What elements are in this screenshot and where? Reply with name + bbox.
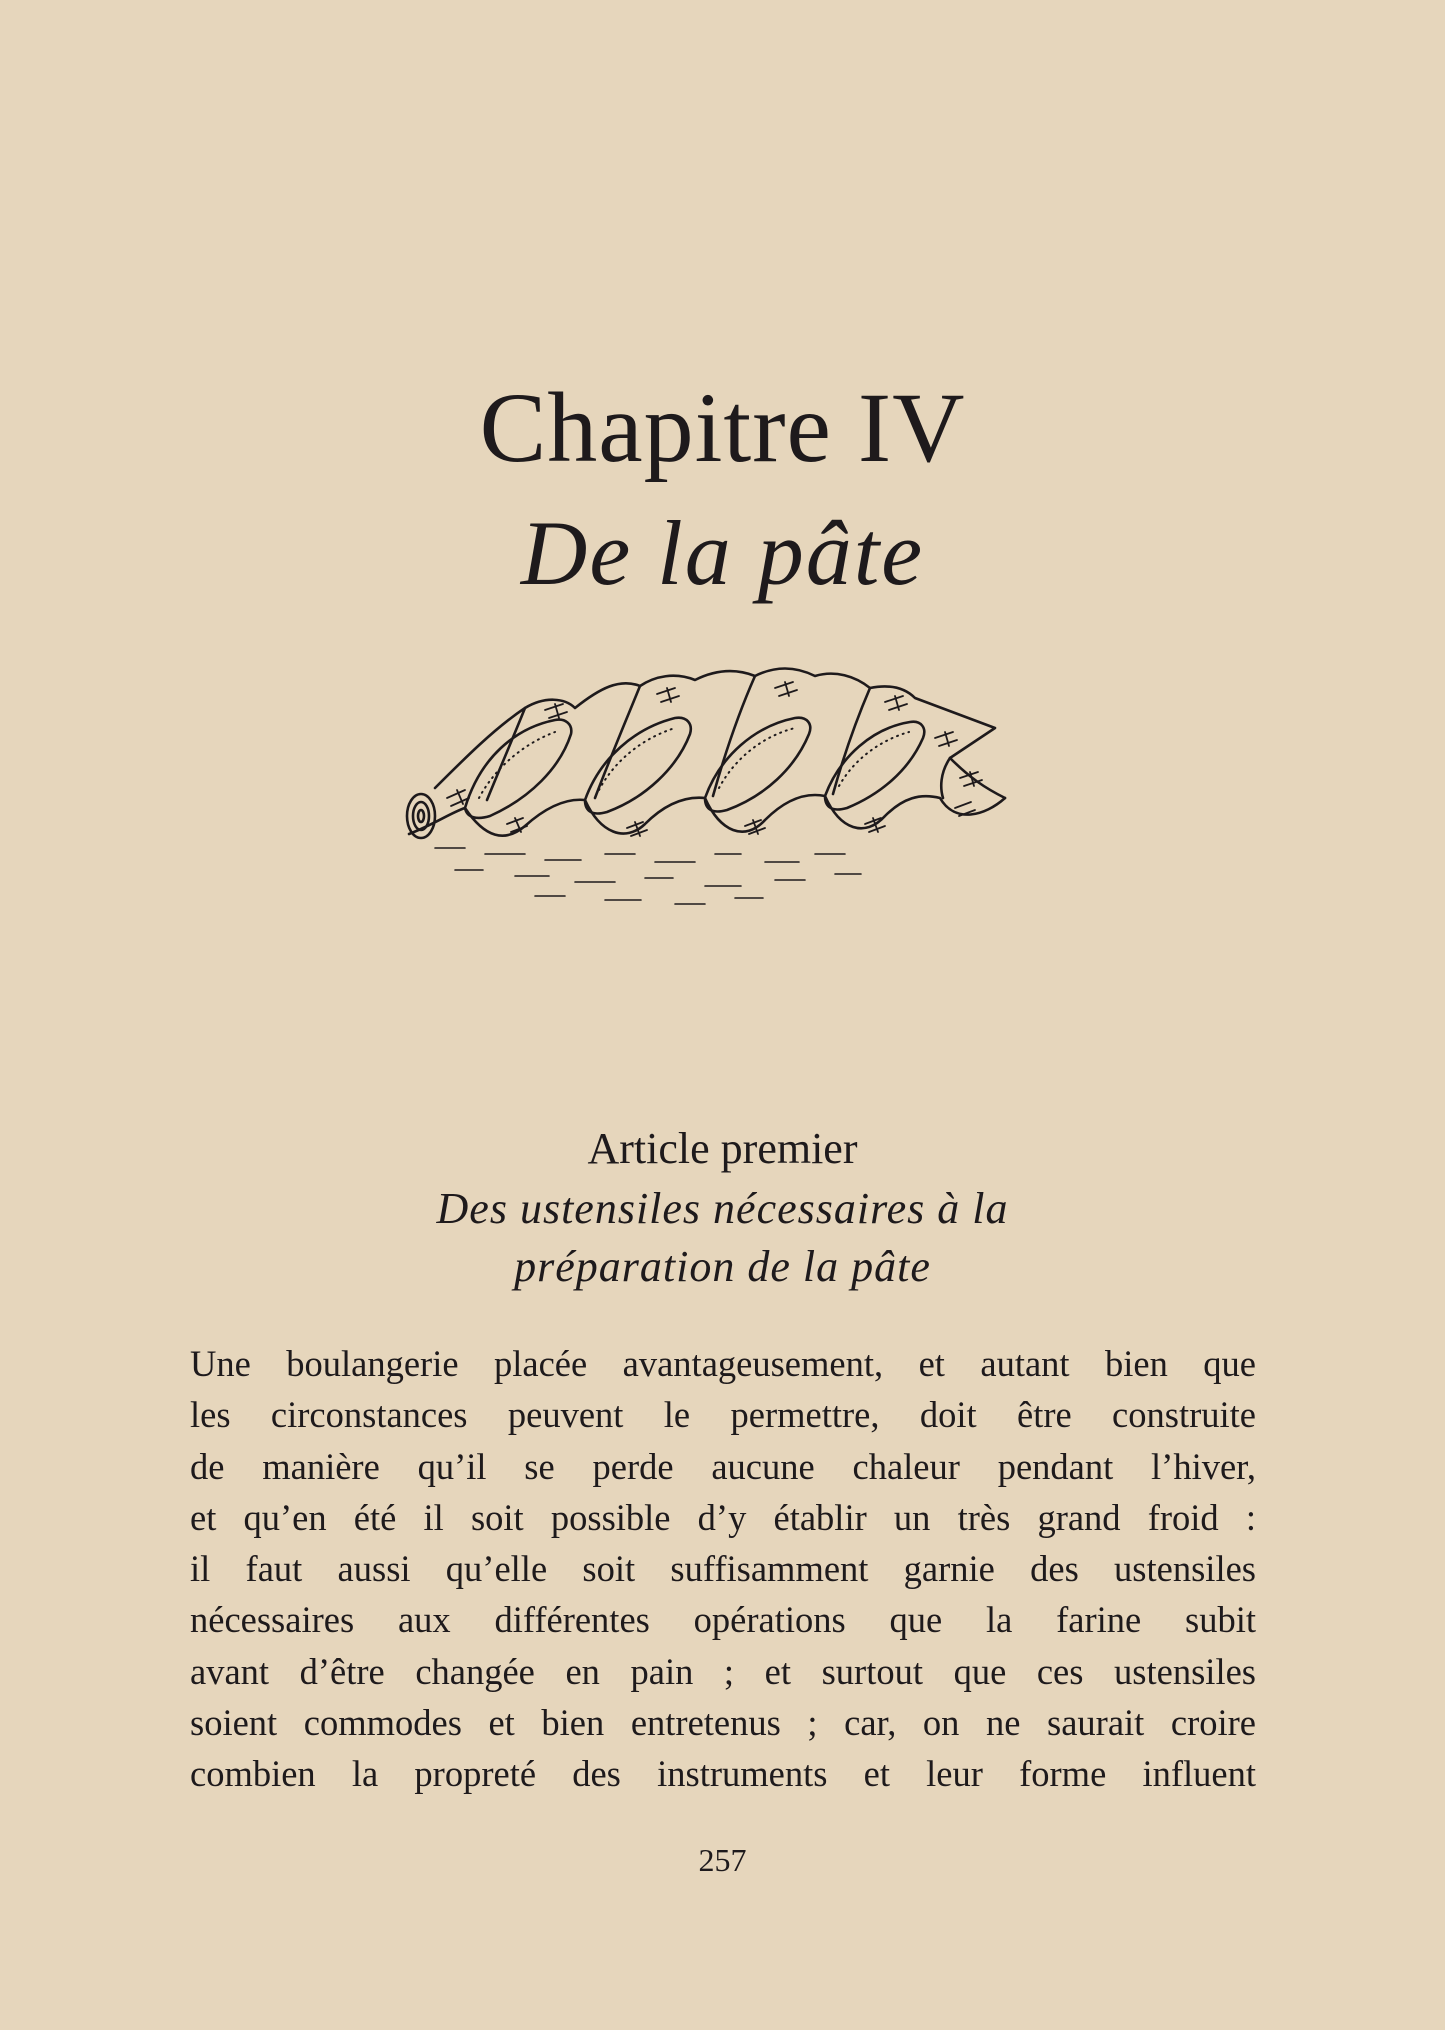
loaf <box>465 720 571 818</box>
pleat-ridge <box>941 758 950 798</box>
body-line: les circonstances peuvent le permettre, doit être construite <box>190 1394 1256 1436</box>
page-number: 257 <box>698 1842 747 1878</box>
article-subtitle-line: préparation de la pâte <box>514 1242 931 1291</box>
pleat-ridge <box>713 676 755 796</box>
body-line: Une boulangerie placée avantageusement, et autant bien que <box>190 1343 1256 1384</box>
cloth-front-edge <box>409 795 1005 836</box>
loaf <box>585 718 691 814</box>
body-line: nécessaires aux différentes opérations que la farine subit <box>190 1599 1256 1641</box>
body-line: avant d’être changée en pain ; et surtout que ces ustensiles <box>190 1650 1256 1692</box>
loaves <box>465 718 924 818</box>
body-line: et qu’en été il soit possible d’y établir un très grand froid : <box>190 1496 1256 1538</box>
article-title: Article premier <box>587 1124 858 1173</box>
article-subtitle <box>0 1180 1445 1296</box>
body-line: combien la propreté des instruments et leur forme influent <box>190 1753 1256 1795</box>
chapter-title: Chapitre IV <box>479 372 966 483</box>
loaf <box>705 718 810 812</box>
body-line: soient commodes et bien entretenus ; car, on ne saurait croire <box>190 1702 1256 1744</box>
ground-shading <box>435 848 861 904</box>
cloth-roll <box>407 794 435 838</box>
body-paragraph <box>190 1338 1256 1800</box>
article-subtitle-line: Des ustensiles nécessaires à la <box>436 1184 1009 1233</box>
chapter-subtitle: De la pâte <box>520 502 925 604</box>
body-line: de manière qu’il se perde aucune chaleur pendant l’hiver, <box>190 1445 1256 1487</box>
folded-cloth-loaves-icon <box>395 648 1075 918</box>
loaf <box>825 722 924 810</box>
pleat-ridge <box>595 686 640 798</box>
body-line: il faut aussi qu’elle soit suffisamment garnie des ustensiles <box>190 1548 1256 1590</box>
